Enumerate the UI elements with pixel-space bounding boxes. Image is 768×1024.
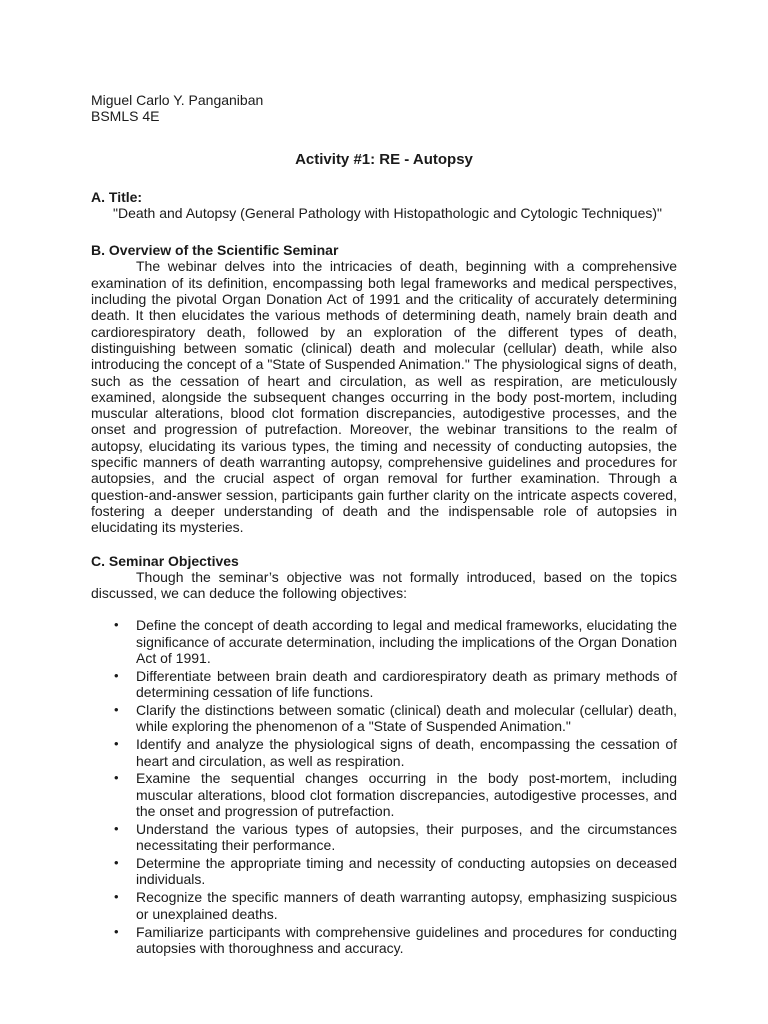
objective-text: Understand the various types of autopsies, their purposes, and the circumstances necessitating their performance. xyxy=(136,820,677,854)
author-name: Miguel Carlo Y. Panganiban xyxy=(91,92,264,108)
objective-text: Differentiate between brain death and cardiorespiratory death as primary methods of determining cessation of life functions. xyxy=(136,667,677,701)
activity-title: Activity #1: RE - Autopsy xyxy=(295,150,473,168)
overview-paragraph: The webinar delves into the intricacies of death, beginning with a comprehensive examination of its definition, encompassing both legal frameworks and medical perspectives, including the pivotal Organ Donation Act of 1991 and the criticality of accurately determining death. It then elucidates the various methods of determining death, namely brain death and cardiorespiratory death, followed by an exploration of the different types of death, distinguishing between somatic (clinical) death and molecular (cellular) death, while also introducing the concept of a "State of Suspended Animation." The physiological signs of death, such as the cessation of heart and circulation, as well as respiration, are meticulously examined, alongside the subsequent changes occurring in the body post-mortem, including muscular alterations, blood clot formation discrepancies, autodigestive processes, and the onset and progression of putrefaction. Moreover, the webinar transitions to the realm of autopsy, elucidating its various types, the timing and necessity of conducting autopsies, the specific manners of death warranting autopsy, comprehensive guidelines and procedures for autopsies, and the crucial aspect of organ removal for further examination. Through a question-and-answer session, participants gain further clarity on the intricate aspects covered, fostering a deeper understanding of death and the indispensable role of autopsies in elucidating its mysteries. xyxy=(91,258,677,536)
objective-text: Clarify the distinctions between somatic (clinical) death and molecular (cellular) death, while exploring the phenomenon of a "State of Suspended Animation." xyxy=(136,702,677,735)
bullet-icon: • xyxy=(114,855,119,871)
bullet-icon: • xyxy=(114,889,119,905)
objective-item xyxy=(91,855,677,888)
objective-item xyxy=(91,617,677,666)
seminar-title-text: "Death and Autopsy (General Pathology with Histopathologic and Cytologic Techniques)" xyxy=(113,204,663,221)
objective-item xyxy=(91,702,677,735)
objective-item xyxy=(91,668,677,701)
bullet-icon: • xyxy=(114,702,119,718)
section-c-heading: C. Seminar Objectives xyxy=(91,552,239,569)
objective-text: Familiarize participants with comprehensive guidelines and procedures for conducting autopsies with thoroughness and accuracy. xyxy=(136,923,677,956)
bullet-icon: • xyxy=(114,923,119,939)
section-b-heading: B. Overview of the Scientific Seminar xyxy=(91,242,339,259)
bullet-icon: • xyxy=(114,736,119,752)
objective-item xyxy=(91,821,677,854)
section-a-heading: A. Title: xyxy=(91,188,143,205)
objective-text: Recognize the specific manners of death warranting autopsy, emphasizing suspicious or unexplained deaths. xyxy=(136,889,677,922)
objective-item xyxy=(91,889,677,922)
objectives-list xyxy=(91,617,677,956)
bullet-icon: • xyxy=(114,820,119,836)
objectives-intro: Though the seminar’s objective was not formally introduced, based on the topics discussed, we can deduce the following objectives: xyxy=(91,568,677,602)
objective-text: Examine the sequential changes occurring in the body post-mortem, including muscular alterations, blood clot formation discrepancies, autodigestive processes, and the onset and progression of putrefaction. xyxy=(136,770,677,820)
bullet-icon: • xyxy=(114,770,119,786)
author-section: BSMLS 4E xyxy=(91,108,160,125)
bullet-icon: • xyxy=(114,617,119,633)
bullet-icon: • xyxy=(114,667,119,683)
objective-item xyxy=(91,736,677,769)
objective-item xyxy=(91,924,677,957)
objective-text: Define the concept of death according to legal and medical frameworks, elucidating the significance of accurate determination, including the implications of the Organ Donation Act of 1991. xyxy=(136,617,677,667)
objective-item xyxy=(91,770,677,819)
objective-text: Identify and analyze the physiological signs of death, encompassing the cessation of heart and circulation, as well as respiration. xyxy=(136,736,677,769)
objective-text: Determine the appropriate timing and necessity of conducting autopsies on deceased individuals. xyxy=(136,855,677,888)
document-page xyxy=(91,92,677,958)
